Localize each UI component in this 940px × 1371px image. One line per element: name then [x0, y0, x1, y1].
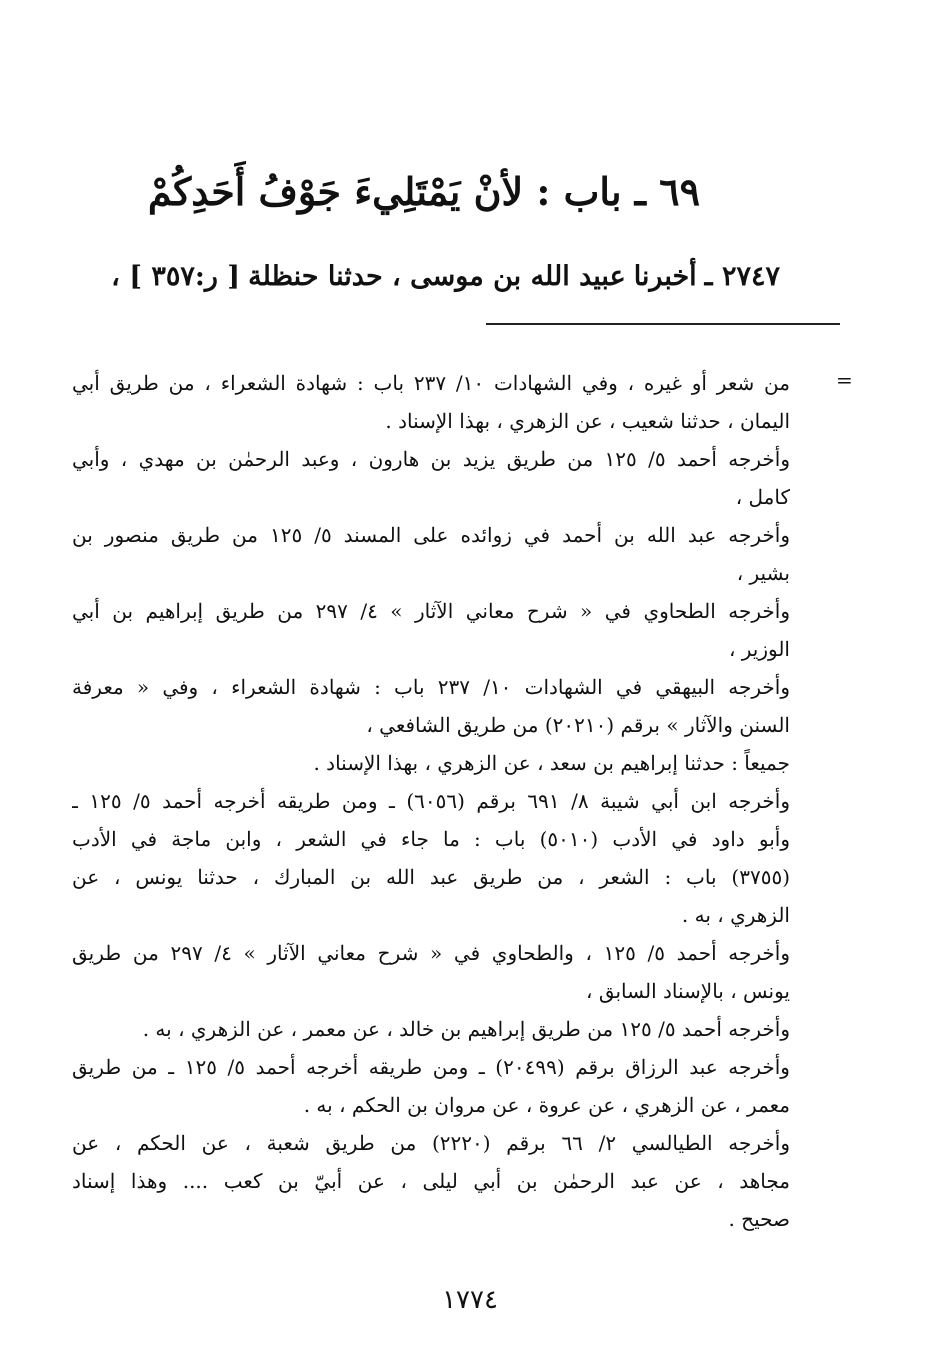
footnote-line: كامل ، [735, 485, 790, 509]
footnote-line: معمر ، عن الزهري ، عن عروة ، عن مروان بن الحكم ، به . [303, 1093, 790, 1117]
hadith-opening: أخبرنا [633, 261, 697, 292]
footnote-line: وأخرجه أحمد ٥/ ١٢٥ ، والطحاوي في « شرح معاني الآثار » ٤/ ٢٩٧ من طريق [72, 941, 790, 965]
footnote-line: صحيح . [728, 1207, 790, 1231]
footnote-line: وأخرجه أحمد ٥/ ١٢٥ من طريق إبراهيم بن خالد ، عن معمر ، عن الزهري ، به . [142, 1017, 790, 1041]
footnote-line: وأخرجه عبد الله بن أحمد في زوائده على المسند ٥/ ١٢٥ من طريق منصور بن [72, 523, 790, 547]
footnote-line: وأخرجه الطيالسي ٢/ ٦٦ برقم (٢٢٢٠) من طريق شعبة ، عن الحكم ، عن [72, 1131, 790, 1155]
footnote-line: جميعاً : حدثنا إبراهيم بن سعد ، عن الزهري ، بهذا الإسناد . [313, 751, 790, 775]
footnotes [72, 364, 790, 1238]
page-number: ١٧٧٤ [442, 1285, 498, 1315]
footnote-line: من شعر أو غيره ، وفي الشهادات ١٠/ ٢٣٧ باب : شهادة الشعراء ، من طريق أبي [72, 371, 790, 395]
footnote-line: اليمان ، حدثنا شعيب ، عن الزهري ، بهذا الإسناد . [385, 409, 790, 433]
hadith-text: عبيد الله بن موسى ، حدثنا حنظلة [248, 261, 626, 292]
footnote-line: وأخرجه ابن أبي شيبة ٨/ ٦٩١ برقم (٦٠٥٦) ـ ومن طريقه أخرجه أحمد ٥/ ١٢٥ ـ [72, 789, 790, 813]
chapter-title: ٦٩ ـ باب : لأنْ يَمْتَلِيءَ جَوْفُ أَحَدِكُمْ [147, 169, 700, 214]
hadith-number: ٢٧٤٧ ـ [704, 261, 780, 292]
footnote-line: السنن والآثار » برقم (٢٠٢١٠) من طريق الشافعي ، [366, 713, 790, 737]
footnote-line: الزهري ، به . [681, 903, 790, 927]
footnote-line: وأبو داود في الأدب (٥٠١٠) باب : ما جاء في الشعر ، وابن ماجة في الأدب [72, 827, 790, 851]
hadith-reference: [ ر:٣٥٧ ] ، [111, 261, 241, 292]
footnote-line: بشير ، [736, 561, 790, 585]
footnote-line: مجاهد ، عن عبد الرحمٰن بن أبي ليلى ، عن أبيّ بن كعب .... وهذا إسناد [72, 1169, 790, 1193]
hadith-line [60, 255, 780, 299]
footnote-line: يونس ، بالإسناد السابق ، [586, 979, 790, 1003]
footnote-line: الوزير ، [728, 637, 790, 661]
footnote-line: (٣٧٥٥) باب : الشعر ، من طريق عبد الله بن المبارك ، حدثنا يونس ، عن [72, 865, 790, 889]
footnote-divider [486, 323, 840, 325]
footnote-line: وأخرجه الطحاوي في « شرح معاني الآثار » ٤/ ٢٩٧ من طريق إبراهيم بن أبي [72, 599, 790, 623]
footnote-line: وأخرجه البيهقي في الشهادات ١٠/ ٢٣٧ باب : شهادة الشعراء ، وفي « معرفة [72, 675, 790, 699]
footnote-line: وأخرجه أحمد ٥/ ١٢٥ من طريق يزيد بن هارون ، وعبد الرحمٰن بن مهدي ، وأبي [72, 447, 790, 471]
continuation-mark: = [836, 368, 853, 392]
footnote-line: وأخرجه عبد الرزاق برقم (٢٠٤٩٩) ـ ومن طريقه أخرجه أحمد ٥/ ١٢٥ ـ من طريق [72, 1055, 790, 1079]
